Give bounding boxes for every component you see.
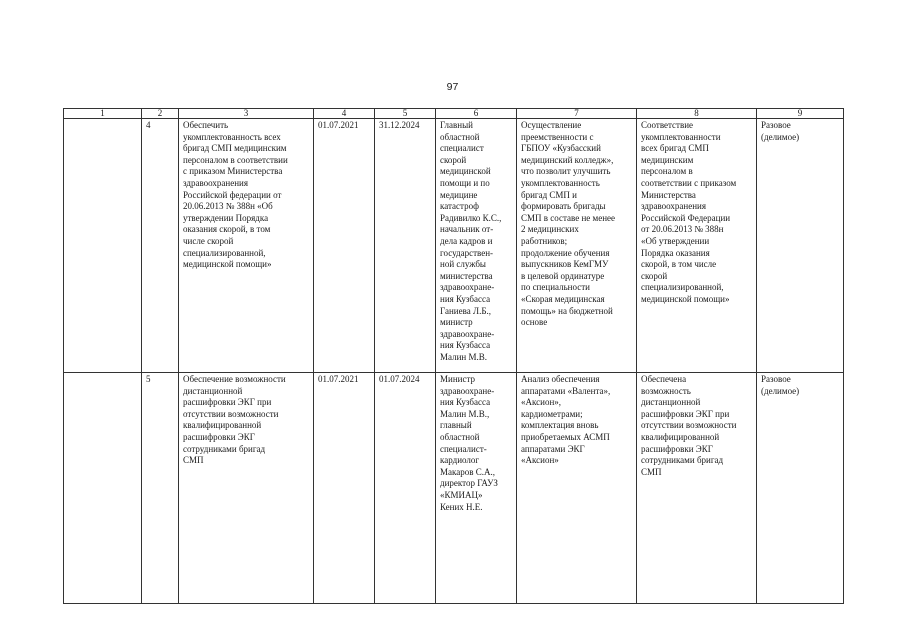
- responsible-text: Министр здравоохране- ния Кузбасса Малин М.В., главный областной специалист- кардиолог Макаров С.А., директор ГАУЗ «КМИАЦ» Кених Н.Е.: [440, 374, 498, 512]
- start-date-cell: 01.07.2021: [314, 373, 375, 604]
- description-text: Осуществление преемственности с ГБПОУ «Кузбасский медицинский колледж», что позволит улучшить укомплектованность бригад СМП и формировать бригады СМП в составе не менее 2 медицинских работников; продолжение обучения выпускников КемГМУ в целевой ординатуре по специальности «Скорая медицинская помощь» на бюджетной основе: [521, 120, 616, 328]
- row-number: 4: [142, 119, 179, 373]
- result-text: Соответствие укомплектованности всех бригад СМП медицинским персоналом в соответствии с приказом Министерства здравоохранения Российской Федерации от 20.06.2013 № 388н «Об утверждении Порядка оказания скорой, в том числе скорой специализированной, медицинской помощи»: [641, 120, 737, 304]
- header-row: [64, 109, 844, 119]
- task-text: Обеспечение возможности дистанционной расшифровки ЭКГ при отсутствии возможности квалифицированной расшифровки ЭКГ сотрудниками бригад СМП: [183, 374, 286, 466]
- header-cell-8: 8: [637, 109, 757, 119]
- page-number: 97: [446, 81, 459, 93]
- result-text: Обеспечена возможность дистанционной расшифровки ЭКГ при отсутствии возможности квалифицированной расшифровки ЭКГ сотрудниками бригад СМП: [641, 374, 737, 477]
- header-cell-5: 5: [375, 109, 436, 119]
- description-text: Анализ обеспечения аппаратами «Валента», «Аксион», кардиометрами; комплектация вновь приобретаемых АСМП аппаратами ЭКГ «Аксион»: [521, 374, 611, 466]
- responsible-cell: [436, 373, 517, 604]
- header-cell-2: 2: [142, 109, 179, 119]
- type-cell: [757, 373, 844, 604]
- type-text: Разовое (делимое): [761, 374, 800, 396]
- row-number: 5: [142, 373, 179, 604]
- type-cell: [757, 119, 844, 373]
- task-text: Обеспечить укомплектованность всех бригад СМП медицинским персоналом в соответствии с приказом Министерства здравоохранения Российской федерации от 20.06.2013 № 388н «Об утверждении Порядка оказания скорой, в том числе скорой специализированной, медицинской помощи»: [183, 120, 288, 270]
- header-cell-1: 1: [64, 109, 142, 119]
- description-cell: [517, 373, 637, 604]
- group-cell: [64, 373, 142, 604]
- header-cell-3: 3: [179, 109, 314, 119]
- table-row: [64, 119, 844, 373]
- result-cell: [637, 373, 757, 604]
- header-cell-6: 6: [436, 109, 517, 119]
- end-date-cell: 31.12.2024: [375, 119, 436, 373]
- task-cell: [179, 373, 314, 604]
- responsible-text: Главный областной специалист скорой медицинской помощи и по медицине катастроф Радивилко К.С., начальник от- дела кадров и государствен- ной службы министерства здравоохране- ния Кузбасса Ганиева Л.Б., министр здравоохране- ния Кузбасса Малин М.В.: [440, 120, 502, 362]
- result-cell: [637, 119, 757, 373]
- start-date-cell: 01.07.2021: [314, 119, 375, 373]
- responsible-cell: [436, 119, 517, 373]
- table-row: [64, 373, 844, 604]
- header-cell-7: 7: [517, 109, 637, 119]
- type-text: Разовое (делимое): [761, 120, 800, 142]
- task-cell: [179, 119, 314, 373]
- end-date-cell: 01.07.2024: [375, 373, 436, 604]
- group-cell: [64, 119, 142, 373]
- description-cell: [517, 119, 637, 373]
- header-cell-4: 4: [314, 109, 375, 119]
- action-plan-table: [63, 108, 844, 604]
- header-cell-9: 9: [757, 109, 844, 119]
